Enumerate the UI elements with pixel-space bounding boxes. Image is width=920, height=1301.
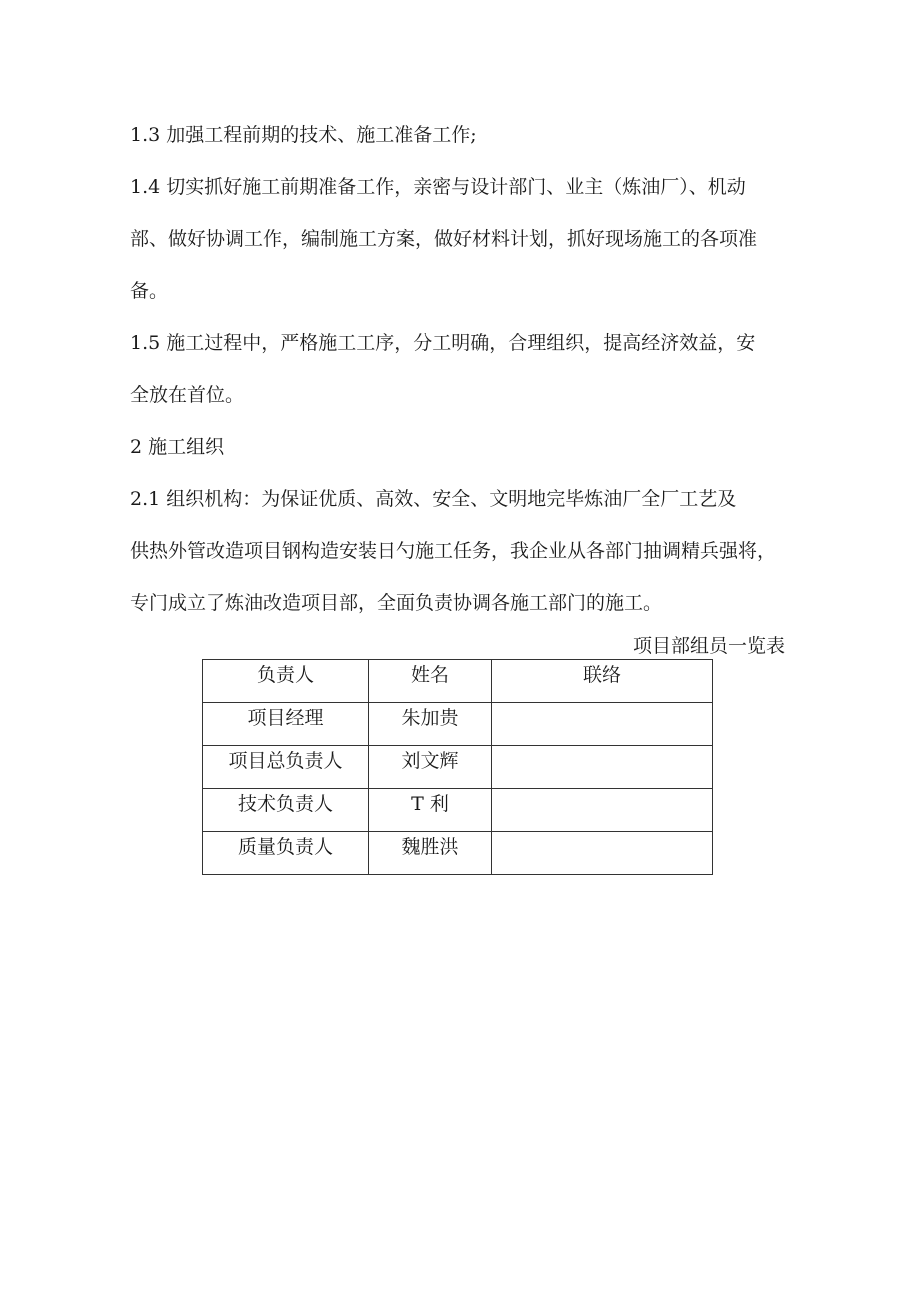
paragraph-1-3: [130, 109, 790, 161]
contact-cell: [492, 703, 713, 746]
table-row: [203, 832, 713, 875]
paragraph-1-5: [130, 317, 790, 421]
table-row: [203, 703, 713, 746]
name-cell: 魏胜洪: [369, 832, 492, 875]
section-heading-2: [130, 421, 790, 473]
paragraph-line: 全放在首位。: [130, 384, 245, 406]
header-cell-contact: 联络: [492, 660, 713, 703]
contact-cell: [492, 832, 713, 875]
paragraph-1-4: [130, 161, 790, 317]
header-cell-name: 姓名: [369, 660, 492, 703]
paragraph-line: 1.5 施工过程中，严格施工工序，分工明确，合理组织，提高经济效益，安: [130, 332, 756, 354]
role-cell: 质量负责人: [203, 832, 369, 875]
paragraph-line: 2.1 组织机构：为保证优质、高效、安全、文明地完毕炼油厂全厂工艺及: [130, 488, 737, 510]
paragraph-line: 供热外管改造项目钢构造安装日勺施工任务，我企业从各部门抽调精兵强将，: [130, 540, 777, 562]
name-cell: T 利: [369, 789, 492, 832]
paragraph-line: 部、做好协调工作，编制施工方案，做好材料计划，抓好现场施工的各项准: [130, 228, 758, 250]
role-cell: 技术负责人: [203, 789, 369, 832]
table-row: [203, 746, 713, 789]
role-cell: 项目经理: [203, 703, 369, 746]
name-cell: 刘文辉: [369, 746, 492, 789]
paragraph-line: 1.3 加强工程前期的技术、施工准备工作;: [130, 124, 477, 146]
table-row: [203, 789, 713, 832]
heading-line: 2 施工组织: [130, 436, 225, 458]
paragraph-line: 专门成立了炼油改造项目部，全面负责协调各施工部门的施工。: [130, 592, 663, 614]
paragraph-line: 1.4 切实抓好施工前期准备工作，亲密与设计部门、业主（炼油厂）、机动: [130, 176, 746, 198]
contact-cell: [492, 789, 713, 832]
contact-cell: [492, 746, 713, 789]
paragraph-line: 备。: [130, 280, 169, 302]
table-caption: 项目部组员一览表: [632, 635, 785, 657]
table-header-row: [203, 660, 713, 703]
role-cell: 项目总负责人: [203, 746, 369, 789]
project-members-table: [202, 659, 713, 875]
paragraph-2-1: [130, 473, 790, 629]
header-cell-role: 负责人: [203, 660, 369, 703]
name-cell: 朱加贵: [369, 703, 492, 746]
